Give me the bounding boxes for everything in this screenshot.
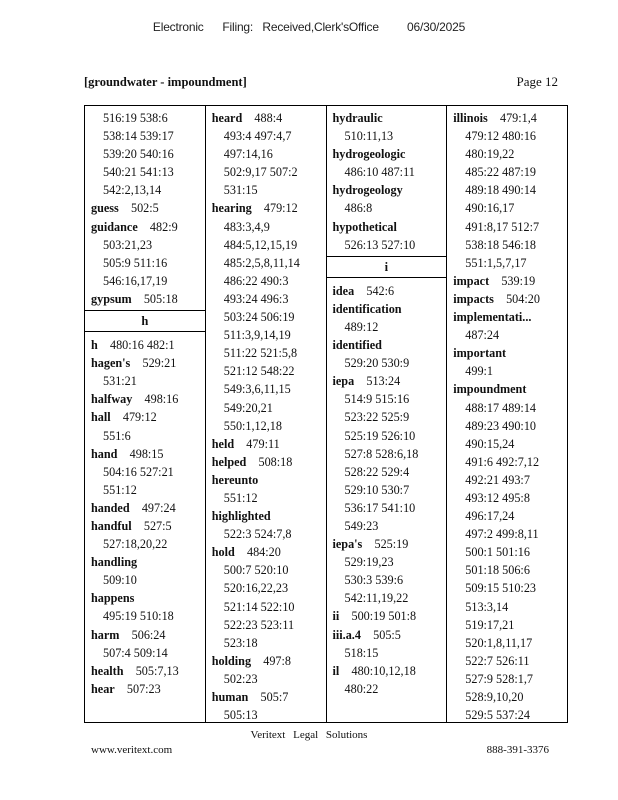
index-page-ref: 520:1,8,11,17 bbox=[465, 635, 533, 650]
index-term: impacts bbox=[453, 291, 494, 306]
footer-phone: 888-391-3376 bbox=[486, 744, 549, 756]
index-page-ref: 551:12 bbox=[223, 490, 258, 505]
index-term-line bbox=[327, 300, 447, 318]
index-term: illinois bbox=[453, 111, 488, 125]
index-page-ref: 502:5 bbox=[130, 201, 159, 216]
index-entry bbox=[85, 662, 205, 680]
index-page-ref: 530:3 539:6 bbox=[344, 573, 404, 588]
index-page-ref: 484:5,12,15,19 bbox=[223, 237, 298, 252]
index-term: gypsum bbox=[91, 291, 132, 306]
index-entry bbox=[206, 109, 326, 199]
index-entry bbox=[327, 145, 447, 181]
index-term: identification bbox=[332, 301, 402, 316]
index-page-ref: 480:19,22 bbox=[465, 147, 515, 162]
index-term-line bbox=[447, 344, 567, 362]
index-entry bbox=[85, 336, 205, 354]
index-page-ref: 511:22 521:5,8 bbox=[223, 346, 298, 361]
index-entry bbox=[85, 553, 205, 589]
index-term-line bbox=[206, 507, 326, 525]
index-term-line bbox=[85, 408, 205, 426]
index-page-ref: 505:13 bbox=[223, 708, 258, 722]
index-term: hagen's bbox=[91, 356, 131, 371]
index-page-ref: 509:15 510:23 bbox=[465, 581, 537, 596]
index-term: hold bbox=[211, 545, 235, 560]
index-term-line bbox=[447, 290, 567, 308]
index-entry bbox=[447, 380, 567, 722]
footer-company: Veritext Legal Solutions bbox=[250, 729, 368, 741]
index-page-ref: 508:18 bbox=[258, 454, 293, 469]
index-term: implementati... bbox=[453, 310, 532, 325]
section-letter-heading: i bbox=[327, 256, 447, 278]
index-entry bbox=[85, 680, 205, 698]
index-page-ref: 505:7,13 bbox=[135, 663, 179, 678]
index-page-ref: 493:12 495:8 bbox=[465, 490, 530, 505]
index-term: heard bbox=[211, 111, 243, 125]
index-page-ref: 498:16 bbox=[144, 392, 179, 407]
index-entry bbox=[327, 300, 447, 336]
index-term-line bbox=[85, 553, 205, 571]
index-term: ii bbox=[332, 609, 340, 624]
index-page-ref: 504:20 bbox=[506, 291, 540, 306]
index-entry bbox=[206, 199, 326, 434]
index-page-ref: 509:10 bbox=[103, 573, 137, 588]
index-page-ref: 549:23 bbox=[344, 518, 379, 533]
index-page-ref: 520:16,22,23 bbox=[223, 581, 289, 596]
index-range-header: [groundwater - impoundment] bbox=[84, 75, 247, 89]
index-page-ref: 507:23 bbox=[126, 681, 161, 696]
page-number: Page 12 bbox=[516, 74, 558, 89]
index-entry bbox=[447, 344, 567, 380]
index-column-4 bbox=[446, 106, 567, 722]
index-page-ref: 527:5 bbox=[143, 518, 172, 533]
index-term: impoundment bbox=[453, 382, 527, 397]
index-term: important bbox=[453, 346, 507, 361]
index-entry bbox=[327, 607, 447, 625]
index-page-ref: 502:23 bbox=[223, 671, 258, 686]
index-page-ref: 551:12 bbox=[103, 482, 137, 497]
index-entry bbox=[85, 445, 205, 499]
index-page-ref: 492:21 493:7 bbox=[465, 472, 530, 487]
index-page-ref: 522:23 523:11 bbox=[223, 617, 295, 632]
index-page-ref: 485:2,5,8,11,14 bbox=[223, 255, 300, 270]
index-term-line bbox=[327, 218, 447, 236]
index-page-ref: 489:12 bbox=[344, 319, 379, 334]
index-term: hearing bbox=[211, 201, 252, 216]
index-column-3 bbox=[326, 106, 447, 722]
index-term-line bbox=[85, 589, 205, 607]
index-entry bbox=[327, 372, 447, 535]
index-term-line bbox=[327, 109, 447, 127]
index-page-ref: 479:12 480:16 bbox=[465, 129, 537, 144]
index-entry bbox=[85, 354, 205, 390]
index-term-line bbox=[85, 354, 205, 372]
index-page-ref: 479:11 bbox=[246, 436, 280, 451]
footer-website: www.veritext.com bbox=[91, 744, 173, 756]
index-term-line bbox=[85, 336, 205, 354]
index-term-line bbox=[85, 199, 205, 217]
index-page-ref: 480:10,12,18 bbox=[351, 663, 416, 678]
index-term-line bbox=[85, 290, 205, 308]
index-page-ref: 505:9 511:16 bbox=[103, 255, 168, 270]
index-term: iii.a.4 bbox=[332, 627, 361, 642]
index-term: handling bbox=[91, 555, 138, 570]
index-page-ref: 483:3,4,9 bbox=[223, 219, 270, 234]
index-term: hydrogeologic bbox=[332, 147, 406, 162]
index-term-line bbox=[327, 607, 447, 625]
index-page-ref: 510:11,13 bbox=[344, 129, 394, 144]
index-term: idea bbox=[332, 283, 355, 298]
index-page-ref: 513:24 bbox=[366, 374, 401, 389]
index-page-ref: 499:1 bbox=[465, 364, 494, 379]
index-entry bbox=[206, 688, 326, 722]
index-term: highlighted bbox=[211, 509, 271, 524]
index-page-ref: 526:13 527:10 bbox=[344, 237, 416, 252]
index-entry bbox=[85, 390, 205, 408]
index-page-ref: 503:24 506:19 bbox=[223, 310, 295, 325]
index-page-ref: 503:21,23 bbox=[103, 237, 153, 252]
index-term-line bbox=[206, 543, 326, 561]
index-entry bbox=[206, 652, 326, 688]
index-term-line bbox=[85, 445, 205, 463]
index-page-ref: 479:12 bbox=[122, 410, 157, 425]
index-term: health bbox=[91, 663, 124, 678]
index-page-ref: 501:18 506:6 bbox=[465, 563, 530, 578]
index-term-line bbox=[206, 453, 326, 471]
index-page-ref: 521:12 548:22 bbox=[223, 364, 295, 379]
index-entry bbox=[327, 109, 447, 145]
index-entry bbox=[85, 218, 205, 290]
index-page-ref: 497:8 bbox=[263, 653, 291, 668]
index-entry bbox=[85, 517, 205, 553]
index-term: hydrogeology bbox=[332, 183, 403, 198]
index-term-line bbox=[85, 517, 205, 535]
index-page-ref: 542:6 bbox=[366, 283, 395, 298]
index-page-ref: 546:16,17,19 bbox=[103, 273, 168, 288]
index-page-ref: 497:2 499:8,11 bbox=[465, 527, 539, 542]
index-page-ref: 525:19 bbox=[374, 537, 409, 552]
index-page-ref: 479:12 bbox=[263, 201, 298, 216]
index-term: hydraulic bbox=[332, 111, 383, 125]
index-page-ref: 519:17,21 bbox=[465, 617, 515, 632]
index-page-ref: 497:14,16 bbox=[223, 147, 273, 162]
index-term: hypothetical bbox=[332, 219, 397, 234]
index-page-ref: 523:22 525:9 bbox=[344, 410, 410, 425]
electronic-filing-stamp: Electronic Filing: Received,Clerk'sOffice 06/30/2025 bbox=[152, 20, 466, 34]
index-page-ref: 482:9 bbox=[149, 219, 178, 234]
index-term: handed bbox=[91, 500, 130, 515]
index-page-ref: 528:9,10,20 bbox=[465, 690, 524, 704]
index-term: harm bbox=[91, 627, 120, 642]
index-page-ref: 487:24 bbox=[465, 328, 500, 343]
index-page-ref: 502:9,17 507:2 bbox=[223, 165, 298, 180]
index-page-ref: 506:24 bbox=[131, 627, 166, 642]
index-page-ref: 493:4 497:4,7 bbox=[223, 129, 292, 144]
index-term-line bbox=[206, 109, 326, 127]
index-page-ref: 505:18 bbox=[143, 291, 178, 306]
index-entry bbox=[206, 453, 326, 471]
index-term: iepa's bbox=[332, 537, 363, 552]
index-page-ref: 539:20 540:16 bbox=[103, 147, 174, 162]
index-term-line bbox=[206, 199, 326, 217]
index-page-ref: 491:6 492:7,12 bbox=[465, 454, 540, 469]
index-page-ref: 505:7 bbox=[260, 690, 289, 704]
index-term: handful bbox=[91, 518, 132, 533]
index-page-ref: 527:18,20,22 bbox=[103, 537, 168, 552]
index-page-ref: 480:22 bbox=[344, 681, 379, 696]
index-page-ref: 491:8,17 512:7 bbox=[465, 219, 540, 234]
index-page-ref: 550:1,12,18 bbox=[223, 418, 282, 433]
index-page-ref: 504:16 527:21 bbox=[103, 464, 174, 479]
index-page-ref: 525:19 526:10 bbox=[344, 428, 416, 443]
index-entry bbox=[85, 109, 205, 199]
index-entry bbox=[327, 535, 447, 607]
index-page-ref: 549:20,21 bbox=[223, 400, 273, 415]
index-page-ref: 529:5 537:24 bbox=[465, 708, 530, 722]
index-term-line bbox=[85, 680, 205, 698]
index-term: holding bbox=[211, 653, 252, 668]
index-page-ref: 485:22 487:19 bbox=[465, 165, 537, 180]
index-page-ref: 529:20 530:9 bbox=[344, 356, 410, 371]
index-page-ref: 529:10 530:7 bbox=[344, 482, 410, 497]
index-page-ref: 540:21 541:13 bbox=[103, 165, 174, 180]
index-entry bbox=[85, 199, 205, 217]
index-entry bbox=[327, 181, 447, 217]
index-term-line bbox=[85, 218, 205, 236]
index-page-ref: 522:3 524:7,8 bbox=[223, 527, 292, 542]
index-page-ref: 527:8 528:6,18 bbox=[344, 446, 419, 461]
index-page-ref: 518:15 bbox=[344, 645, 379, 660]
index-page-ref: 498:15 bbox=[129, 446, 164, 461]
index-page-ref: 529:19,23 bbox=[344, 555, 394, 570]
word-index-table bbox=[84, 105, 568, 723]
index-page-ref: 514:9 515:16 bbox=[344, 392, 410, 407]
index-term-line bbox=[327, 282, 447, 300]
index-entry bbox=[327, 336, 447, 372]
index-page-ref: 489:23 490:10 bbox=[465, 418, 537, 433]
index-entry bbox=[447, 308, 567, 344]
index-page-ref: 505:5 bbox=[373, 627, 401, 642]
index-term-line bbox=[447, 380, 567, 398]
index-page-ref: 551:1,5,7,17 bbox=[465, 255, 527, 270]
index-column-2 bbox=[205, 106, 326, 722]
index-entry bbox=[85, 499, 205, 517]
index-column-1 bbox=[85, 106, 205, 722]
index-entry bbox=[447, 290, 567, 308]
index-page-ref: 511:3,9,14,19 bbox=[223, 328, 291, 343]
index-term: h bbox=[91, 338, 98, 353]
index-term: guidance bbox=[91, 219, 138, 234]
index-page-ref: 486:22 490:3 bbox=[223, 273, 289, 288]
index-term: human bbox=[211, 690, 249, 704]
index-term: held bbox=[211, 436, 235, 451]
index-term-line bbox=[206, 435, 326, 453]
index-page-ref: 500:19 501:8 bbox=[351, 609, 417, 624]
index-page-ref: 513:3,14 bbox=[465, 599, 509, 614]
index-term-line bbox=[206, 652, 326, 670]
index-term: helped bbox=[211, 454, 247, 469]
index-entry bbox=[327, 218, 447, 254]
index-page-ref: 523:18 bbox=[223, 635, 258, 650]
index-term: hand bbox=[91, 446, 118, 461]
index-term-line bbox=[327, 535, 447, 553]
index-term-line bbox=[327, 145, 447, 163]
section-letter-heading: h bbox=[85, 310, 205, 332]
index-page-ref: 551:6 bbox=[103, 428, 131, 443]
index-page-ref: 500:1 501:16 bbox=[465, 545, 530, 560]
index-term: guess bbox=[91, 201, 119, 216]
index-page-ref: 488:17 489:14 bbox=[465, 400, 537, 415]
index-page-ref: 521:14 522:10 bbox=[223, 599, 295, 614]
index-term-line bbox=[206, 688, 326, 706]
index-term-line bbox=[447, 308, 567, 326]
index-page-ref: 484:20 bbox=[246, 545, 281, 560]
index-entry bbox=[206, 471, 326, 507]
index-entry bbox=[85, 408, 205, 444]
index-term: happens bbox=[91, 591, 135, 606]
index-term: halfway bbox=[91, 392, 133, 407]
index-entry bbox=[206, 543, 326, 652]
index-term-line bbox=[85, 390, 205, 408]
index-page-ref: 528:22 529:4 bbox=[344, 464, 410, 479]
index-term-line bbox=[447, 272, 567, 290]
index-entry bbox=[206, 507, 326, 543]
index-term: impact bbox=[453, 273, 490, 288]
index-page-ref: 486:10 487:11 bbox=[344, 165, 415, 180]
index-entry bbox=[85, 290, 205, 308]
index-term-line bbox=[85, 662, 205, 680]
index-page-ref: 490:16,17 bbox=[465, 201, 515, 216]
index-term: il bbox=[332, 663, 340, 678]
index-term-line bbox=[85, 499, 205, 517]
index-entry bbox=[206, 435, 326, 453]
index-page-ref: 507:4 509:14 bbox=[103, 645, 168, 660]
index-term-line bbox=[206, 471, 326, 489]
index-entry bbox=[327, 662, 447, 698]
index-term-line bbox=[327, 336, 447, 354]
index-page-ref: 531:15 bbox=[223, 183, 258, 198]
index-term-line bbox=[85, 626, 205, 644]
index-term: iepa bbox=[332, 374, 355, 389]
index-entry bbox=[327, 282, 447, 300]
index-entry bbox=[447, 109, 567, 272]
index-term: identified bbox=[332, 338, 382, 353]
index-page-ref: 500:7 520:10 bbox=[223, 563, 289, 578]
index-page-ref: 516:19 538:6 bbox=[103, 111, 168, 125]
index-page-ref: 486:8 bbox=[344, 201, 373, 216]
index-entry bbox=[85, 626, 205, 662]
index-page-ref: 542:11,19,22 bbox=[344, 591, 409, 606]
index-term: hear bbox=[91, 681, 115, 696]
index-entry bbox=[327, 626, 447, 662]
index-term-line bbox=[327, 372, 447, 390]
index-term: hereunto bbox=[211, 472, 259, 487]
index-page-ref: 529:21 bbox=[142, 356, 177, 371]
index-page-ref: 490:15,24 bbox=[465, 436, 515, 451]
index-page-ref: 538:14 539:17 bbox=[103, 129, 174, 144]
index-page-ref: 549:3,6,11,15 bbox=[223, 382, 291, 397]
index-page-ref: 480:16 482:1 bbox=[109, 338, 175, 353]
index-entry bbox=[85, 589, 205, 625]
index-page-ref: 495:19 510:18 bbox=[103, 609, 174, 624]
index-entry bbox=[447, 272, 567, 290]
index-term-line bbox=[327, 626, 447, 644]
index-term: hall bbox=[91, 410, 111, 425]
index-term-line bbox=[327, 662, 447, 680]
index-page-ref: 493:24 496:3 bbox=[223, 291, 289, 306]
index-page-ref: 497:24 bbox=[141, 500, 176, 515]
index-page-ref: 488:4 bbox=[254, 111, 283, 125]
index-page-ref: 527:9 528:1,7 bbox=[465, 671, 533, 686]
index-page-ref: 538:18 546:18 bbox=[465, 237, 537, 252]
index-page-ref: 522:7 526:11 bbox=[465, 653, 530, 668]
index-page-ref: 489:18 490:14 bbox=[465, 183, 537, 198]
index-page-ref: 542:2,13,14 bbox=[103, 183, 162, 198]
index-page-ref: 531:21 bbox=[103, 374, 137, 389]
index-term-line bbox=[327, 181, 447, 199]
index-page-ref: 479:1,4 bbox=[499, 111, 537, 125]
index-term-line bbox=[447, 109, 567, 127]
index-page-ref: 496:17,24 bbox=[465, 509, 515, 524]
index-page-ref: 536:17 541:10 bbox=[344, 500, 416, 515]
index-page-ref: 539:19 bbox=[501, 273, 536, 288]
